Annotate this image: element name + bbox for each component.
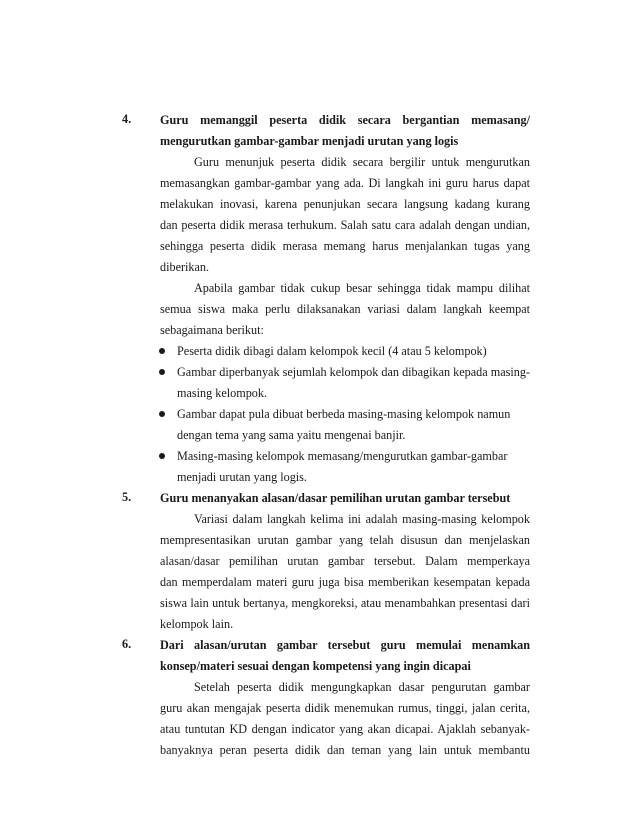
s6-paragraph-line: Setelah peserta didik mengungkapkan dasar pengurutan gambar <box>194 680 530 694</box>
bullet-icon <box>159 453 165 459</box>
s4-paragraph-1-line: diberikan. <box>160 260 210 274</box>
bullet-item-line: masing kelompok. <box>177 386 268 400</box>
bullet-item-line: Gambar diperbanyak sejumlah kelompok dan dibagikan kepada masing- <box>177 365 530 379</box>
s5-paragraph-line: Variasi dalam langkah kelima ini adalah masing-masing kelompok <box>194 512 530 526</box>
s5-paragraph-line: alasan/dasar pemilihan urutan gambar tersebut. Dalam memperkaya <box>160 554 530 568</box>
s6-paragraph-line: atau tuntutan KD dengan indicator yang akan dicapai. Ajaklah sebanyak- <box>160 722 530 736</box>
s4-paragraph-2-line: semua siswa maka perlu dilaksanakan variasi dalam langkah keempat <box>160 302 530 316</box>
bullet-item-line: Masing-masing kelompok memasang/mengurutkan gambar-gambar <box>177 449 508 463</box>
s4-paragraph-2-line: sebagaimana berikut: <box>160 323 264 337</box>
bullet-icon <box>159 369 165 375</box>
section-5-heading: Guru menanyakan alasan/dasar pemilihan urutan gambar tersebut <box>160 491 511 505</box>
section-6-heading-line-2: konsep/materi sesuai dengan kompetensi yang ingin dicapai <box>160 659 471 673</box>
s5-paragraph-line: siswa lain untuk bertanya, mengkoreksi, atau menambahkan presentasi dari <box>160 596 530 610</box>
bullet-item-line: menjadi urutan yang logis. <box>177 470 307 484</box>
bullet-item-line: Gambar dapat pula dibuat berbeda masing-masing kelompok namun <box>177 407 511 421</box>
s6-paragraph-line: guru akan mengajak peserta didik menemukan rumus, tinggi, jalan cerita, <box>160 701 530 715</box>
s4-paragraph-1-line: sehingga peserta didik merasa memang harus menjalankan tugas yang <box>160 239 530 253</box>
s5-paragraph-line: dan memperdalam materi guru juga bisa memberikan kesempatan kepada <box>160 575 530 589</box>
section-6-heading-line-1: Dari alasan/urutan gambar tersebut guru memulai menamkan <box>160 638 530 652</box>
s4-paragraph-1-line: melakukan inovasi, karena penunjukan secara langsung kadang kurang <box>160 197 530 211</box>
section-4-heading-line-2: mengurutkan gambar-gambar menjadi urutan yang logis <box>160 134 459 148</box>
s6-paragraph-line: banyaknya peran peserta didik dan teman yang lain untuk membantu <box>160 743 530 757</box>
bullet-icon <box>159 348 165 354</box>
s4-paragraph-1-line: memasangkan gambar-gambar yang ada. Di langkah ini guru harus dapat <box>160 176 530 190</box>
bullet-item-line: dengan tema yang sama yaitu mengenai banjir. <box>177 428 406 442</box>
section-4-number: 4. <box>122 112 132 126</box>
s5-paragraph-line: kelompok lain. <box>160 617 234 631</box>
section-4-heading-line-1: Guru memanggil peserta didik secara bergantian memasang/ <box>160 113 530 127</box>
s4-paragraph-1-line: Guru menunjuk peserta didik secara bergilir untuk mengurutkan <box>194 155 530 169</box>
s5-paragraph-line: mempresentasikan urutan gambar yang telah disusun dan menjelaskan <box>160 533 530 547</box>
bullet-item-line: Peserta didik dibagi dalam kelompok kecil (4 atau 5 kelompok) <box>177 344 487 358</box>
section-6-number: 6. <box>122 637 132 651</box>
bullet-icon <box>159 411 165 417</box>
section-5-number: 5. <box>122 490 132 504</box>
s4-paragraph-2-line: Apabila gambar tidak cukup besar sehingga tidak mampu dilihat <box>194 281 530 295</box>
s4-paragraph-1-line: dan peserta didik merasa terhukum. Salah satu cara adalah dengan undian, <box>160 218 530 232</box>
